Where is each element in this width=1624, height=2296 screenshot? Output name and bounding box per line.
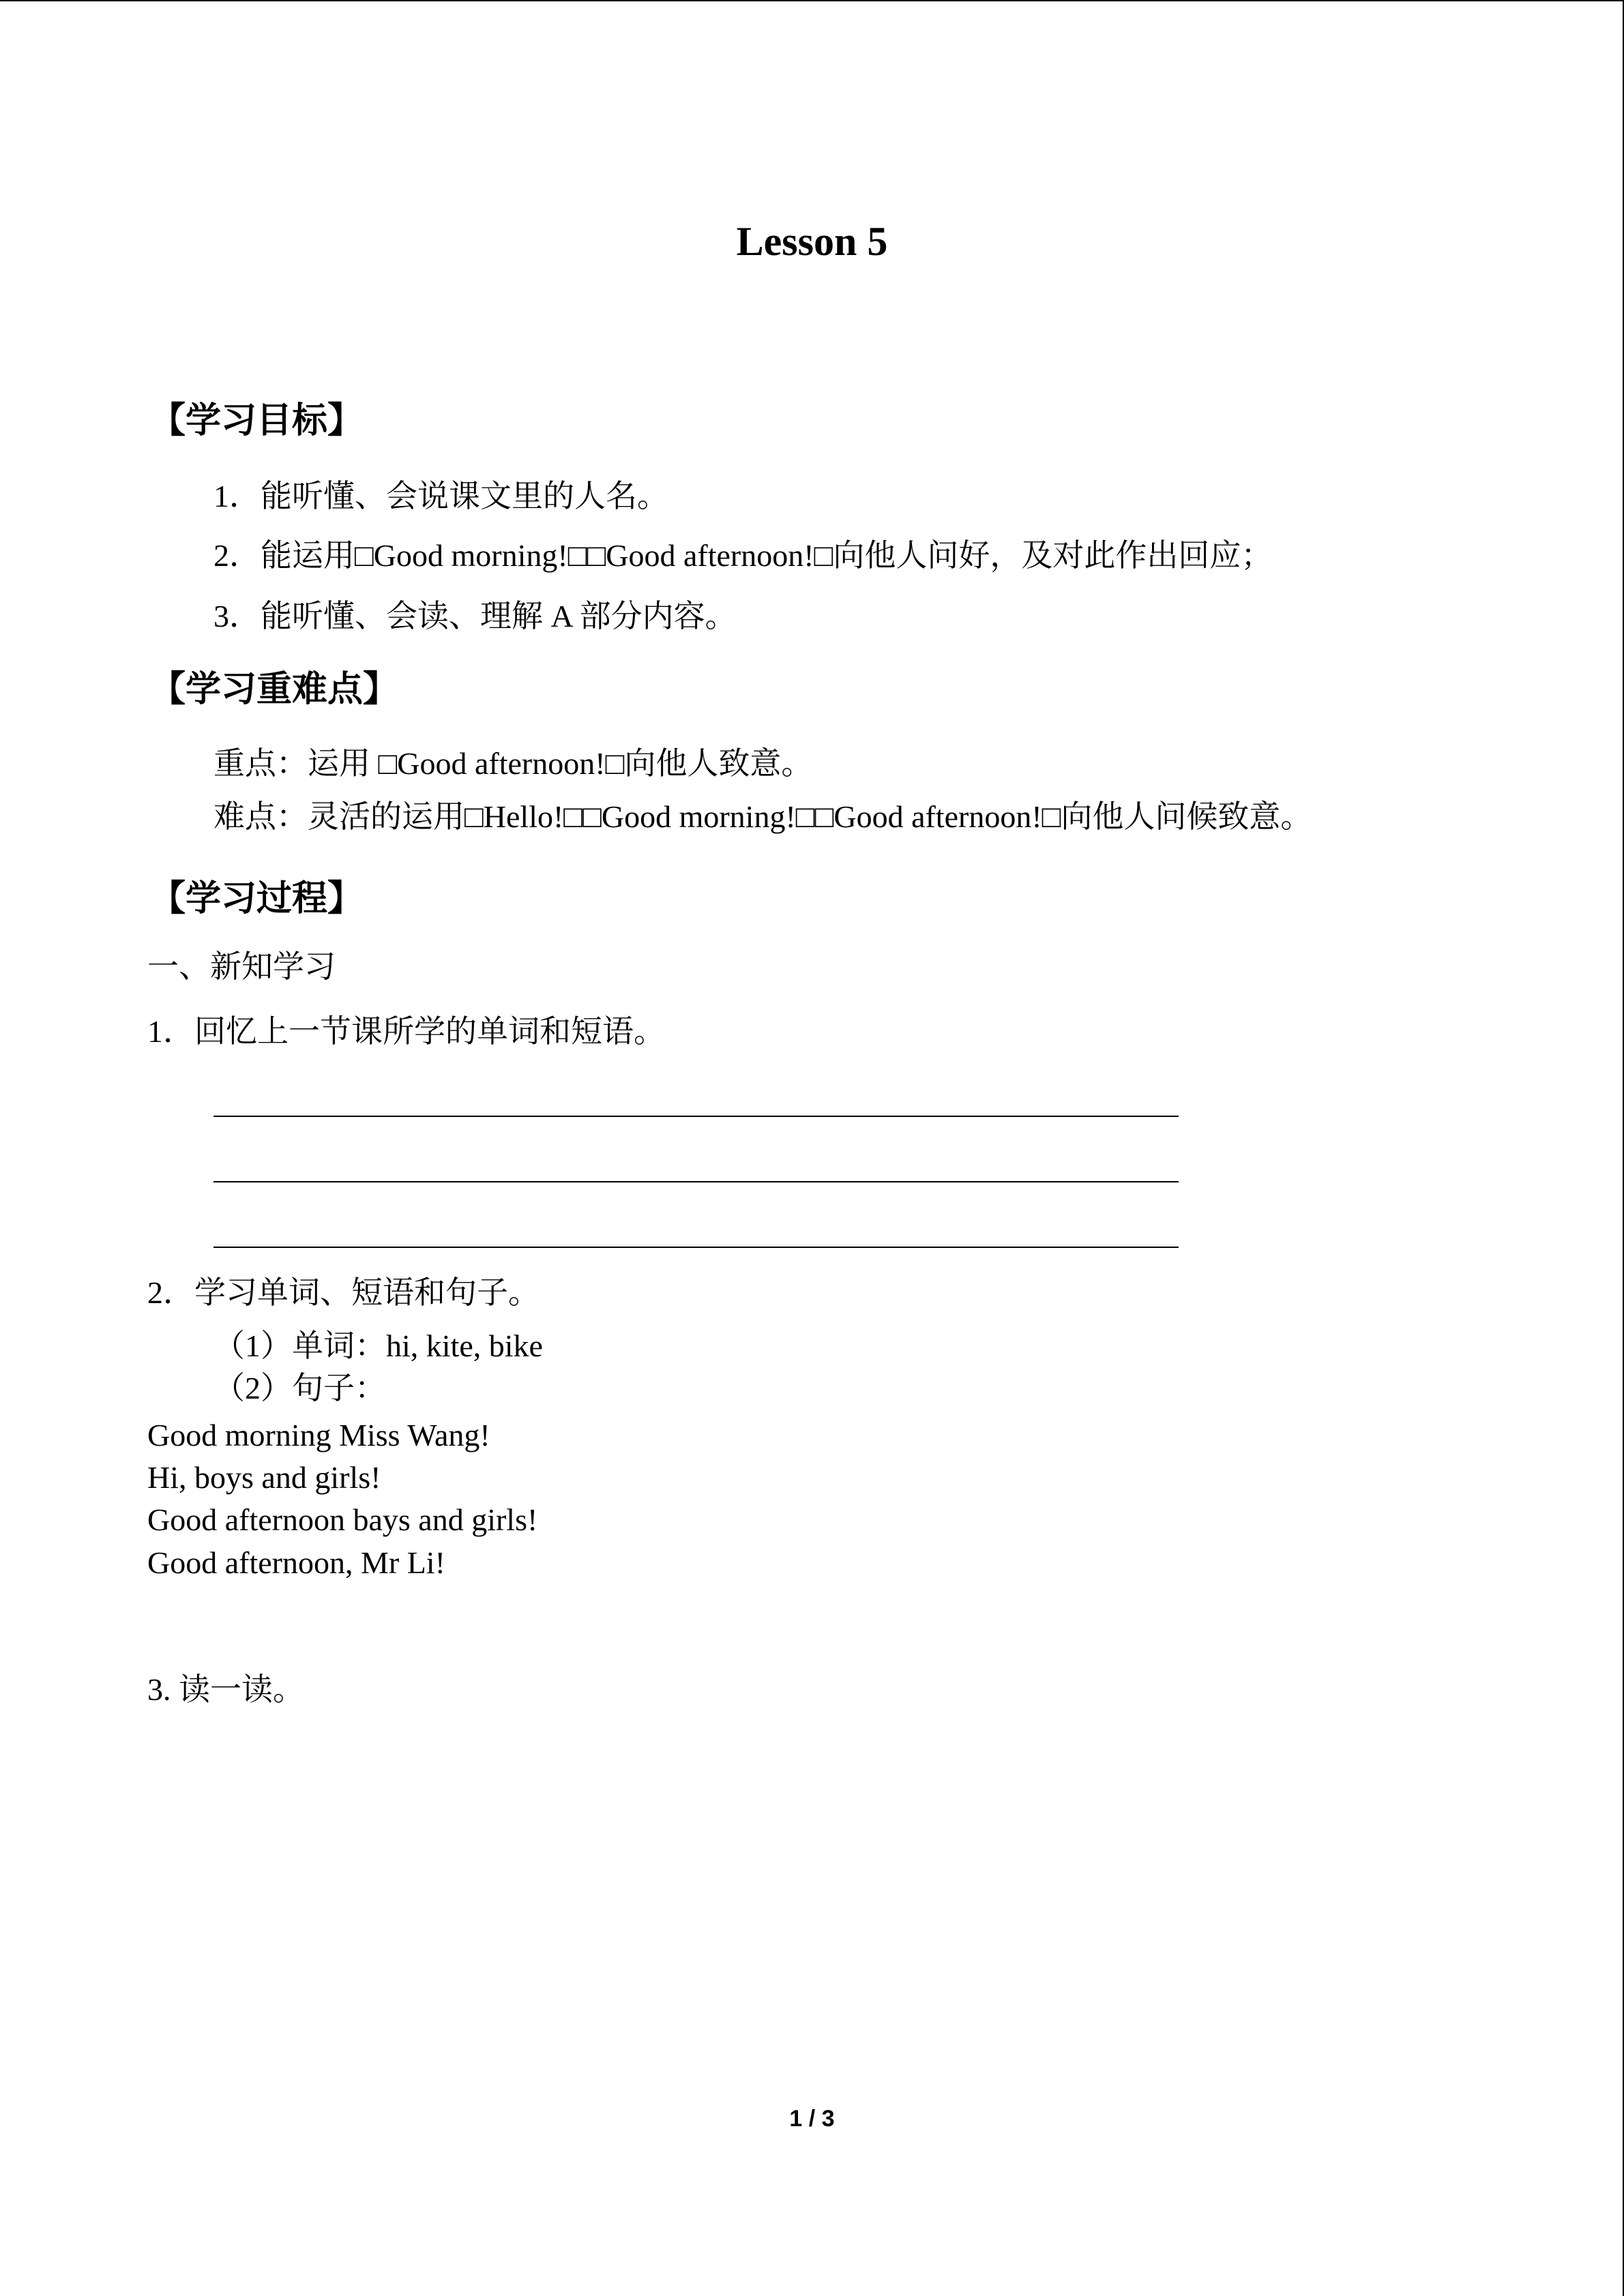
- step-2-text: 2．学习单词、短语和句子。: [147, 1275, 540, 1310]
- page-number: 1 / 3: [789, 2106, 835, 2132]
- difficult-point-item: 难点：灵活的运用□Hello!□□Good morning!□□Good afternoon!□向他人问候致意。: [213, 799, 1312, 834]
- answer-line-1[interactable]: [213, 1116, 1179, 1117]
- answer-line-2[interactable]: [213, 1181, 1179, 1182]
- page-title: Lesson 5: [736, 219, 888, 264]
- sentences-label: （2）句子：: [213, 1371, 386, 1405]
- sentence-1: Good morning Miss Wang!: [147, 1418, 490, 1452]
- answer-line-3[interactable]: [213, 1247, 1179, 1248]
- goal-item-2: 2．能运用□Good morning!□□Good afternoon!□向他人问好，及对此作出回应；: [213, 538, 1273, 573]
- vocabulary-words: （1）单词：hi, kite, bike: [213, 1328, 543, 1363]
- sentence-3: Good afternoon bays and girls!: [147, 1502, 538, 1537]
- part-one-heading: 一、新知学习: [147, 949, 336, 984]
- sentence-2: Hi, boys and girls!: [147, 1460, 381, 1495]
- goal-item-1: 1．能听懂、会说课文里的人名。: [213, 479, 668, 513]
- goal-item-3: 3．能听懂、会读、理解 A 部分内容。: [213, 599, 737, 633]
- step-1-text: 1．回忆上一节课所学的单词和短语。: [147, 1014, 665, 1049]
- section-heading-key-points: 【学习重难点】: [150, 669, 399, 710]
- key-point-item: 重点：运用 □Good afternoon!□向他人致意。: [213, 746, 813, 781]
- step-3-text: 3. 读一读。: [147, 1672, 304, 1707]
- sentence-4: Good afternoon, Mr Li!: [147, 1545, 445, 1580]
- section-heading-goals: 【学习目标】: [150, 400, 364, 441]
- section-heading-process: 【学习过程】: [150, 878, 364, 919]
